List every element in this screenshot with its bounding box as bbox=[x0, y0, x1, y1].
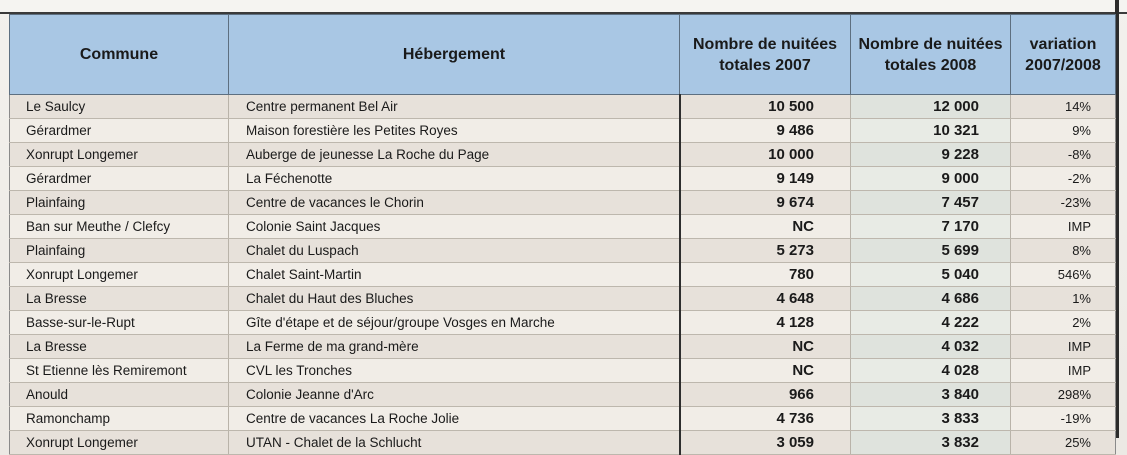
table-row bbox=[10, 311, 1116, 335]
cell-nuitees-2007: 10 500 bbox=[680, 95, 851, 119]
table-row bbox=[10, 359, 1116, 383]
cell-commune: Anould bbox=[10, 383, 229, 407]
cell-variation: IMP bbox=[1011, 335, 1116, 359]
cell-hebergement: CVL les Tronches bbox=[229, 359, 680, 383]
cell-nuitees-2007: NC bbox=[680, 359, 851, 383]
cell-nuitees-2008: 4 686 bbox=[851, 287, 1011, 311]
header-hebergement: Hébergement bbox=[229, 15, 680, 95]
cell-commune: Xonrupt Longemer bbox=[10, 143, 229, 167]
cell-variation: 14% bbox=[1011, 95, 1116, 119]
cell-nuitees-2007: 5 273 bbox=[680, 239, 851, 263]
cell-nuitees-2008: 3 833 bbox=[851, 407, 1011, 431]
table-body bbox=[10, 95, 1116, 455]
cell-commune: Xonrupt Longemer bbox=[10, 431, 229, 455]
cell-hebergement: La Ferme de ma grand-mère bbox=[229, 335, 680, 359]
header-variation: variation 2007/2008 bbox=[1011, 15, 1116, 95]
header-nuitees-2007: Nombre de nuitées totales 2007 bbox=[680, 15, 851, 95]
cell-nuitees-2008: 9 228 bbox=[851, 143, 1011, 167]
cell-commune: La Bresse bbox=[10, 335, 229, 359]
table-row bbox=[10, 119, 1116, 143]
cell-nuitees-2007: 9 486 bbox=[680, 119, 851, 143]
cell-variation: -8% bbox=[1011, 143, 1116, 167]
cell-variation: IMP bbox=[1011, 215, 1116, 239]
cell-variation: 9% bbox=[1011, 119, 1116, 143]
table-row bbox=[10, 407, 1116, 431]
cell-nuitees-2007: NC bbox=[680, 335, 851, 359]
table-row bbox=[10, 95, 1116, 119]
table-row bbox=[10, 431, 1116, 455]
header-commune: Commune bbox=[10, 15, 229, 95]
table-row bbox=[10, 335, 1116, 359]
cell-hebergement: Auberge de jeunesse La Roche du Page bbox=[229, 143, 680, 167]
cell-variation: 8% bbox=[1011, 239, 1116, 263]
cell-nuitees-2008: 4 222 bbox=[851, 311, 1011, 335]
cell-hebergement: Colonie Saint Jacques bbox=[229, 215, 680, 239]
header-nuitees-2008: Nombre de nuitées totales 2008 bbox=[851, 15, 1011, 95]
cell-commune: Gérardmer bbox=[10, 119, 229, 143]
cell-hebergement: Centre permanent Bel Air bbox=[229, 95, 680, 119]
cell-nuitees-2008: 12 000 bbox=[851, 95, 1011, 119]
cell-variation: 1% bbox=[1011, 287, 1116, 311]
cell-nuitees-2008: 5 040 bbox=[851, 263, 1011, 287]
cell-variation: -2% bbox=[1011, 167, 1116, 191]
cell-nuitees-2007: 780 bbox=[680, 263, 851, 287]
cell-nuitees-2007: 9 149 bbox=[680, 167, 851, 191]
cell-nuitees-2007: 3 059 bbox=[680, 431, 851, 455]
cell-nuitees-2007: 4 648 bbox=[680, 287, 851, 311]
cell-hebergement: Colonie Jeanne d'Arc bbox=[229, 383, 680, 407]
cell-nuitees-2008: 3 840 bbox=[851, 383, 1011, 407]
cell-nuitees-2008: 7 457 bbox=[851, 191, 1011, 215]
cell-commune: St Etienne lès Remiremont bbox=[10, 359, 229, 383]
cell-nuitees-2007: 10 000 bbox=[680, 143, 851, 167]
cell-hebergement: Chalet du Luspach bbox=[229, 239, 680, 263]
cell-nuitees-2008: 7 170 bbox=[851, 215, 1011, 239]
table-row bbox=[10, 191, 1116, 215]
cell-commune: Xonrupt Longemer bbox=[10, 263, 229, 287]
table-row bbox=[10, 287, 1116, 311]
cell-commune: Le Saulcy bbox=[10, 95, 229, 119]
cell-variation: IMP bbox=[1011, 359, 1116, 383]
cell-hebergement: La Féchenotte bbox=[229, 167, 680, 191]
cell-commune: Plainfaing bbox=[10, 191, 229, 215]
cell-hebergement: Centre de vacances La Roche Jolie bbox=[229, 407, 680, 431]
cell-variation: 2% bbox=[1011, 311, 1116, 335]
cell-hebergement: Gîte d'étape et de séjour/groupe Vosges en Marche bbox=[229, 311, 680, 335]
cell-nuitees-2007: 966 bbox=[680, 383, 851, 407]
cell-nuitees-2007: 9 674 bbox=[680, 191, 851, 215]
top-border bbox=[0, 0, 1127, 14]
cell-commune: Ban sur Meuthe / Clefcy bbox=[10, 215, 229, 239]
cell-nuitees-2007: NC bbox=[680, 215, 851, 239]
cell-nuitees-2008: 10 321 bbox=[851, 119, 1011, 143]
table-row bbox=[10, 143, 1116, 167]
cell-hebergement: Chalet Saint-Martin bbox=[229, 263, 680, 287]
cell-nuitees-2008: 5 699 bbox=[851, 239, 1011, 263]
cell-nuitees-2007: 4 128 bbox=[680, 311, 851, 335]
cell-nuitees-2008: 3 832 bbox=[851, 431, 1011, 455]
cell-commune: Ramonchamp bbox=[10, 407, 229, 431]
cell-commune: Gérardmer bbox=[10, 167, 229, 191]
cell-commune: La Bresse bbox=[10, 287, 229, 311]
cell-hebergement: UTAN - Chalet de la Schlucht bbox=[229, 431, 680, 455]
cell-variation: 25% bbox=[1011, 431, 1116, 455]
cell-nuitees-2008: 4 032 bbox=[851, 335, 1011, 359]
cell-hebergement: Centre de vacances le Chorin bbox=[229, 191, 680, 215]
table-row bbox=[10, 215, 1116, 239]
cell-commune: Plainfaing bbox=[10, 239, 229, 263]
cell-variation: -23% bbox=[1011, 191, 1116, 215]
cell-commune: Basse-sur-le-Rupt bbox=[10, 311, 229, 335]
nuitees-table bbox=[9, 14, 1116, 455]
cell-nuitees-2008: 4 028 bbox=[851, 359, 1011, 383]
cell-variation: 298% bbox=[1011, 383, 1116, 407]
cell-nuitees-2008: 9 000 bbox=[851, 167, 1011, 191]
table-row bbox=[10, 383, 1116, 407]
table-row bbox=[10, 167, 1116, 191]
table-row bbox=[10, 263, 1116, 287]
cell-variation: 546% bbox=[1011, 263, 1116, 287]
table-row bbox=[10, 239, 1116, 263]
cell-hebergement: Maison forestière les Petites Royes bbox=[229, 119, 680, 143]
cell-variation: -19% bbox=[1011, 407, 1116, 431]
header-row bbox=[10, 15, 1116, 95]
cell-hebergement: Chalet du Haut des Bluches bbox=[229, 287, 680, 311]
cell-nuitees-2007: 4 736 bbox=[680, 407, 851, 431]
